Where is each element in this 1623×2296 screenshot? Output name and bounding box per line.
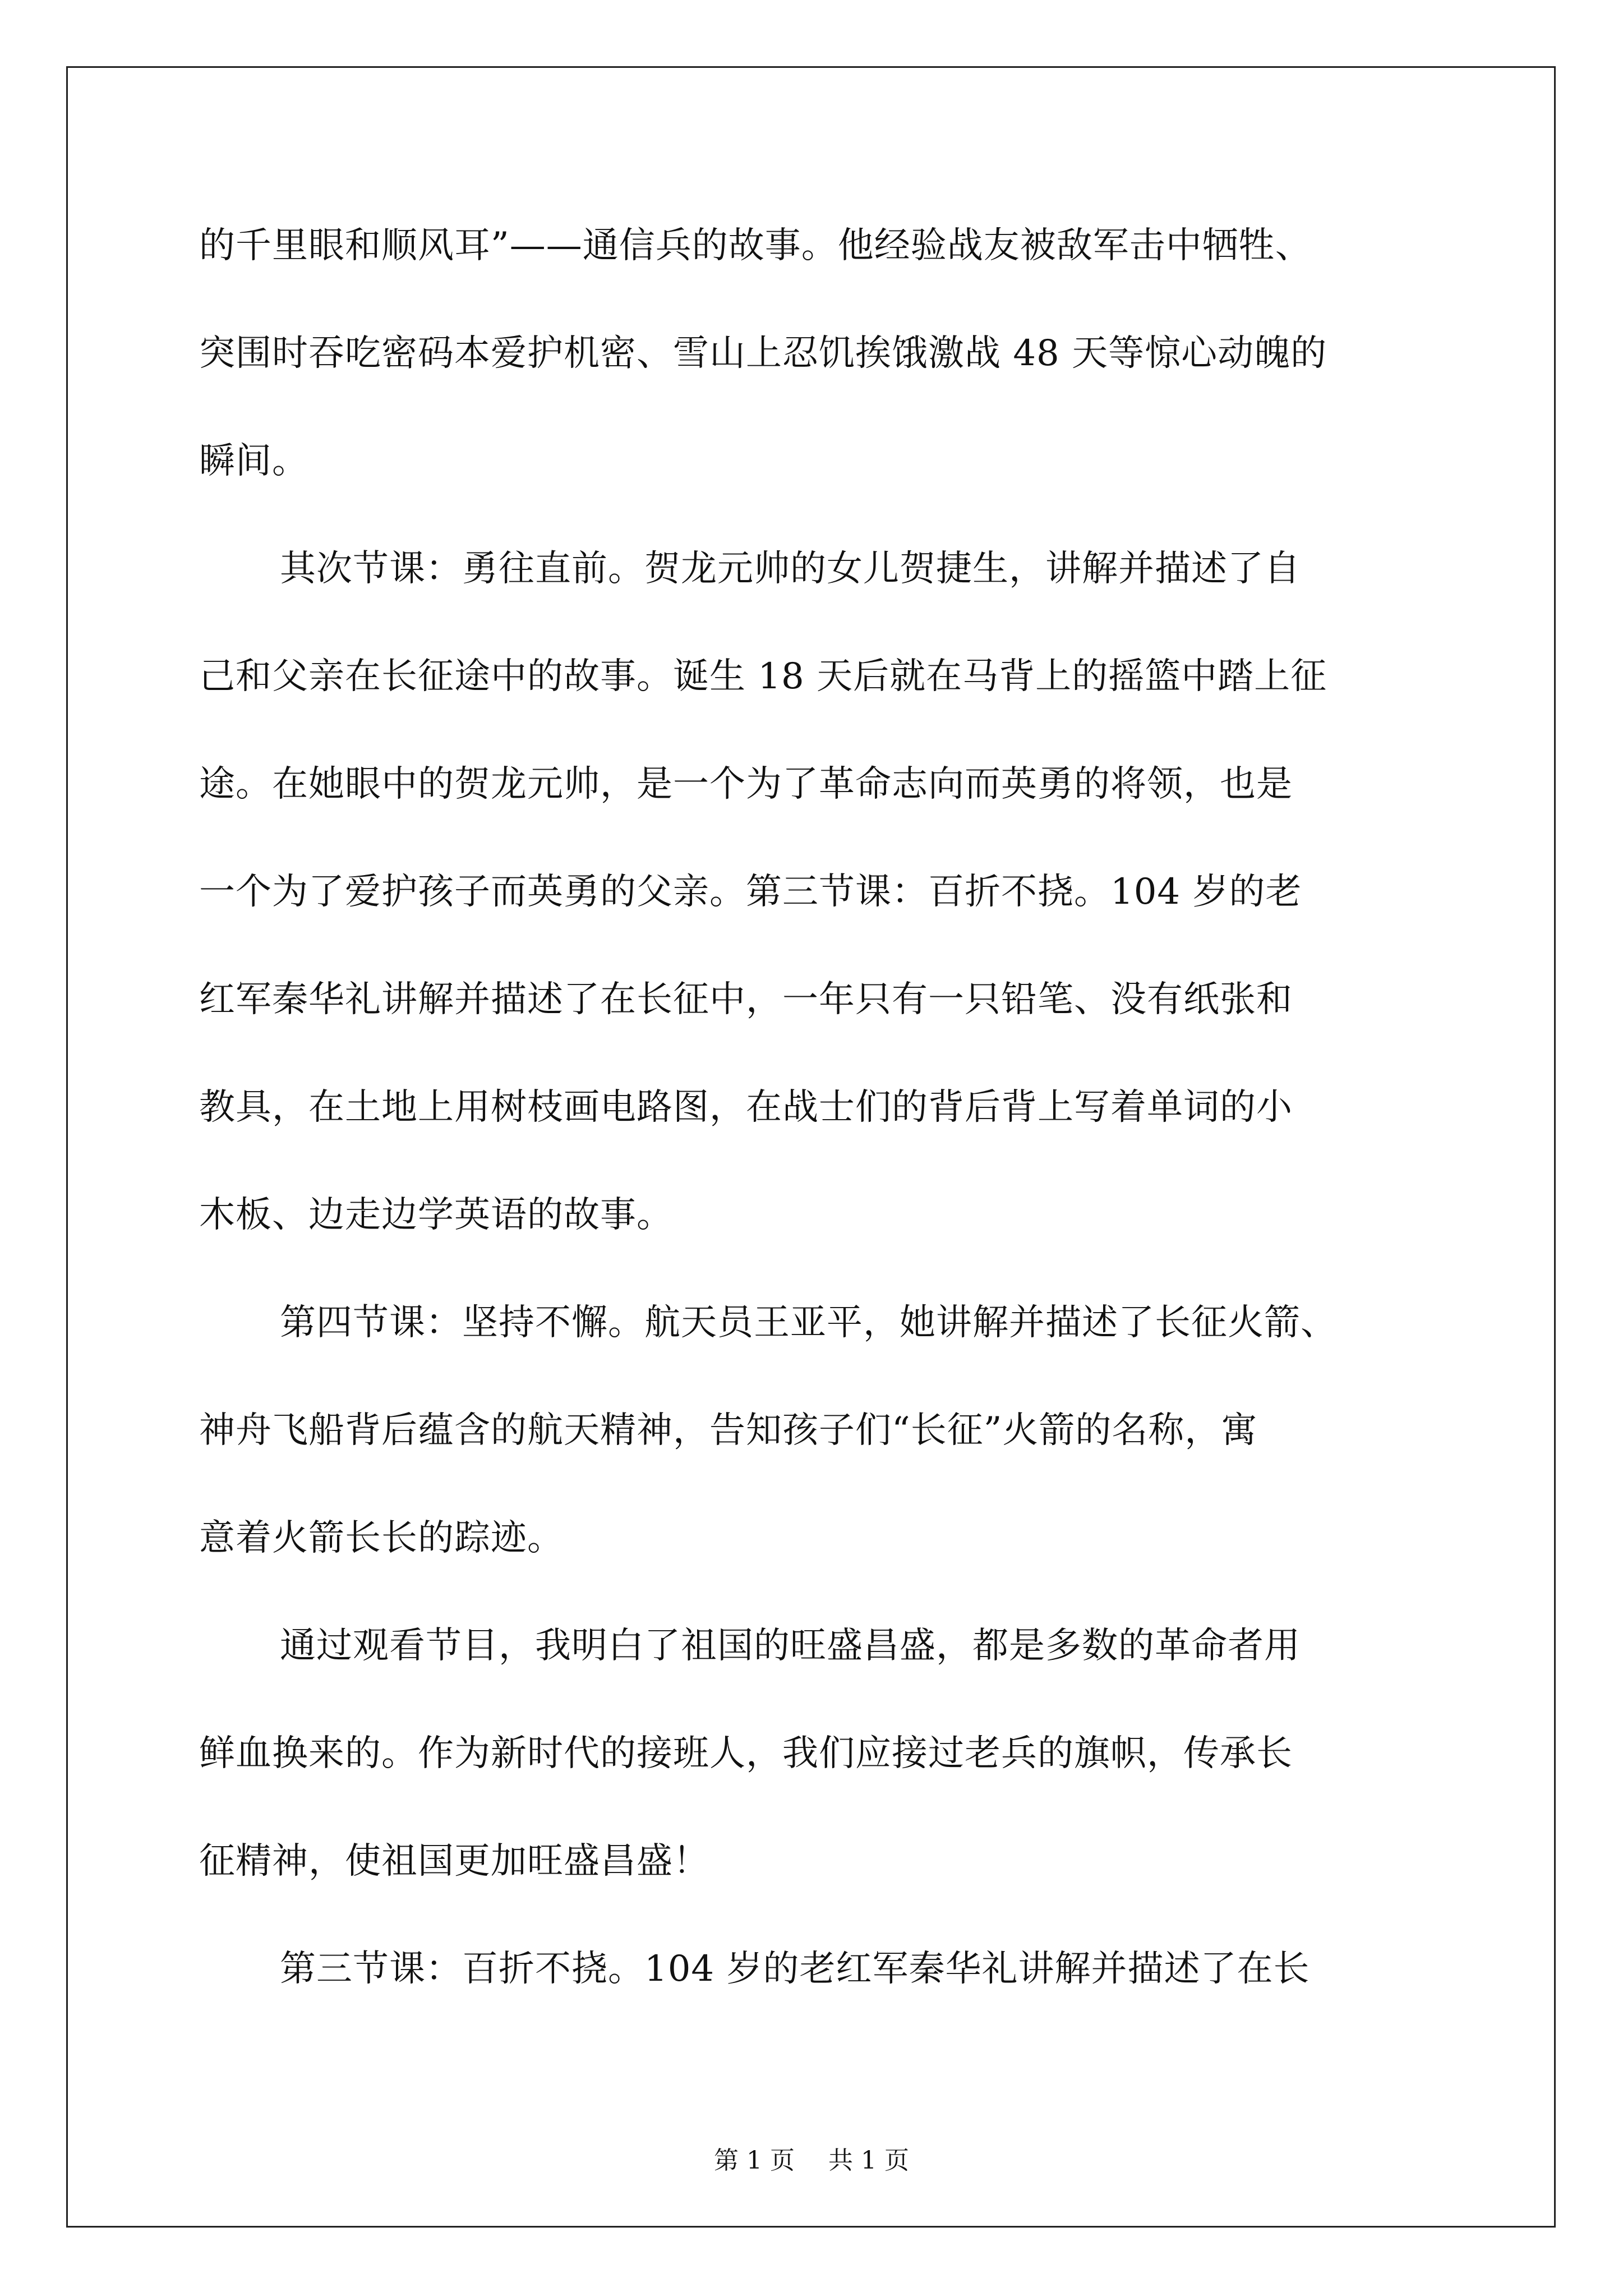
- document-body: [199, 192, 1433, 2023]
- text-line-10: 木板、边走边学英语的故事。: [199, 1194, 673, 1236]
- text-line-4: 其次节课：勇往直前。贺龙元帅的女儿贺捷生，讲解并描述了自: [280, 548, 1301, 590]
- text-line-13: 意着火箭长长的踪迹。: [199, 1517, 564, 1559]
- text-line-15: 鲜血换来的。作为新时代的接班人，我们应接过老兵的旗帜，传承长: [199, 1733, 1293, 1774]
- text-line-17: 第三节课：百折不挠。104 岁的老红军秦华礼讲解并描述了在长: [280, 1948, 1310, 1990]
- page-total: 共 1 页: [828, 2146, 909, 2175]
- text-line-1: 的千里眼和顺风耳”——通信兵的故事。他经验战友被敌军击中牺牲、: [199, 225, 1312, 266]
- page-footer: [0, 2144, 1623, 2178]
- text-line-3: 瞬间。: [199, 440, 308, 482]
- text-line-8: 红军秦华礼讲解并描述了在长征中，一年只有一只铅笔、没有纸张和: [199, 979, 1293, 1020]
- text-line-6: 途。在她眼中的贺龙元帅，是一个为了革命志向而英勇的将领，也是: [199, 763, 1293, 805]
- text-line-16: 征精神，使祖国更加旺盛昌盛！: [199, 1841, 709, 1882]
- text-line-12: 神舟飞船背后蕴含的航天精神，告知孩子们“长征”火箭的名称，寓: [199, 1410, 1258, 1451]
- text-line-2: 突围时吞吃密码本爱护机密、雪山上忍饥挨饿激战 48 天等惊心动魄的: [199, 333, 1327, 374]
- text-line-11: 第四节课：坚持不懈。航天员王亚平，她讲解并描述了长征火箭、: [280, 1302, 1337, 1343]
- text-line-5: 己和父亲在长征途中的故事。诞生 18 天后就在马背上的摇篮中踏上征: [199, 656, 1327, 697]
- text-line-9: 教具，在土地上用树枝画电路图，在战士们的背后背上写着单词的小: [199, 1087, 1293, 1128]
- text-line-7: 一个为了爱护孩子而英勇的父亲。第三节课：百折不挠。104 岁的老: [199, 871, 1302, 913]
- text-line-14: 通过观看节目，我明白了祖国的旺盛昌盛，都是多数的革命者用: [280, 1625, 1301, 1667]
- page-number: 第 1 页: [714, 2146, 795, 2175]
